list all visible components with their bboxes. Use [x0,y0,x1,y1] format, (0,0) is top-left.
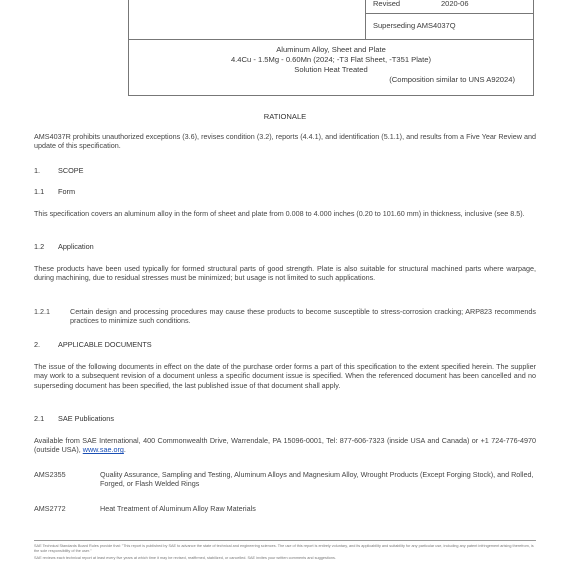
reference-title: Quality Assurance, Sampling and Testing, Aluminum Alloys and Magnesium Alloy, Wrought Products (Except Forging Stock), and Rolled, Forged, or Flash Welded Rings [100,470,534,489]
revised-label: Revised [373,0,401,8]
rationale-text: AMS4037R prohibits unauthorized exceptions (3.6), revises condition (3.2), reports (4.4.1), and identification (5.1.1), and results from a Five Year Review and update of this specification. [34,132,536,151]
section-2-heading: 2. APPLICABLE DOCUMENTS [34,340,152,349]
section-1-2-heading: 1.2 Application [34,242,94,251]
title-line-4: (Composition similar to UNS A92024) [389,75,515,84]
superseding-note: Superseding AMS4037Q [373,21,456,30]
header-table [128,0,534,96]
reference-title: Heat Treatment of Aluminum Alloy Raw Materials [100,504,256,513]
reference-id: AMS2355 [34,470,66,479]
title-line-1: Aluminum Alloy, Sheet and Plate [276,45,386,54]
form-text: This specification covers an aluminum alloy in the form of sheet and plate from 0.008 to 4.000 inches (0.20 to 101.60 mm) in thickness, inclusive (see 8.5). [34,209,525,218]
availability-text: Available from SAE International, 400 Commonwealth Drive, Warrendale, PA 15096-0001, Tel: 877-606-7323 (inside USA and Canada) or +1 724-776-4970 (outside USA), www.sae.org. [34,436,536,455]
section-2-1-heading: 2.1 SAE Publications [34,414,114,423]
document-title [129,45,533,85]
title-line-3: Solution Heat Treated [294,65,368,74]
section-1-heading: 1. SCOPE [34,166,84,175]
reference-id: AMS2772 [34,504,66,513]
applicable-text: The issue of the following documents in effect on the date of the purchase order forms a part of this specification to the extent specified herein. The supplier may work to a subsequent revision of a document unless a specific document issue is specified. When the referenced document has been cancelled and no superseding document has been specified, the last published issue of that document shall apply. [34,362,536,390]
caution-text: Certain design and processing procedures may cause these products to become susceptible to stress-corrosion cracking; ARP823 recommends practices to minimize such conditions. [70,307,536,326]
section-1-1-heading: 1.1 Form [34,187,76,196]
footer-divider [34,540,536,541]
sae-website-link[interactable]: www.sae.org [82,445,124,455]
application-text: These products have been used typically for formed structural parts of good strength. Plate is also suitable for structural machined parts where warpage, during machining, due to residual stresses must be minimized; but usage is not limited to such applications. [34,264,536,283]
revised-date: 2020-06 [441,0,469,8]
section-1-2-1-number: 1.2.1 [34,307,50,316]
footer-disclaimer: SAE Technical Standards Board Rules provide that: "This report is published by SAE to advance the state of technical and engineering sciences. The use of this report is entirely voluntary, and its applicability and suitability for any particular use, including any patent infringement arising therefrom, is the sole responsibility of the user." [34,544,534,553]
footer-review-note: SAE reviews each technical report at least every five years at which time it may be revised, reaffirmed, stabilized, or cancelled. SAE invites your written comments and suggestions. [34,556,336,560]
rationale-heading: RATIONALE [263,112,307,121]
title-line-2: 4.4Cu - 1.5Mg - 0.60Mn (2024; -T3 Flat Sheet, -T351 Plate) [230,55,432,64]
header-revision-row [129,0,533,40]
